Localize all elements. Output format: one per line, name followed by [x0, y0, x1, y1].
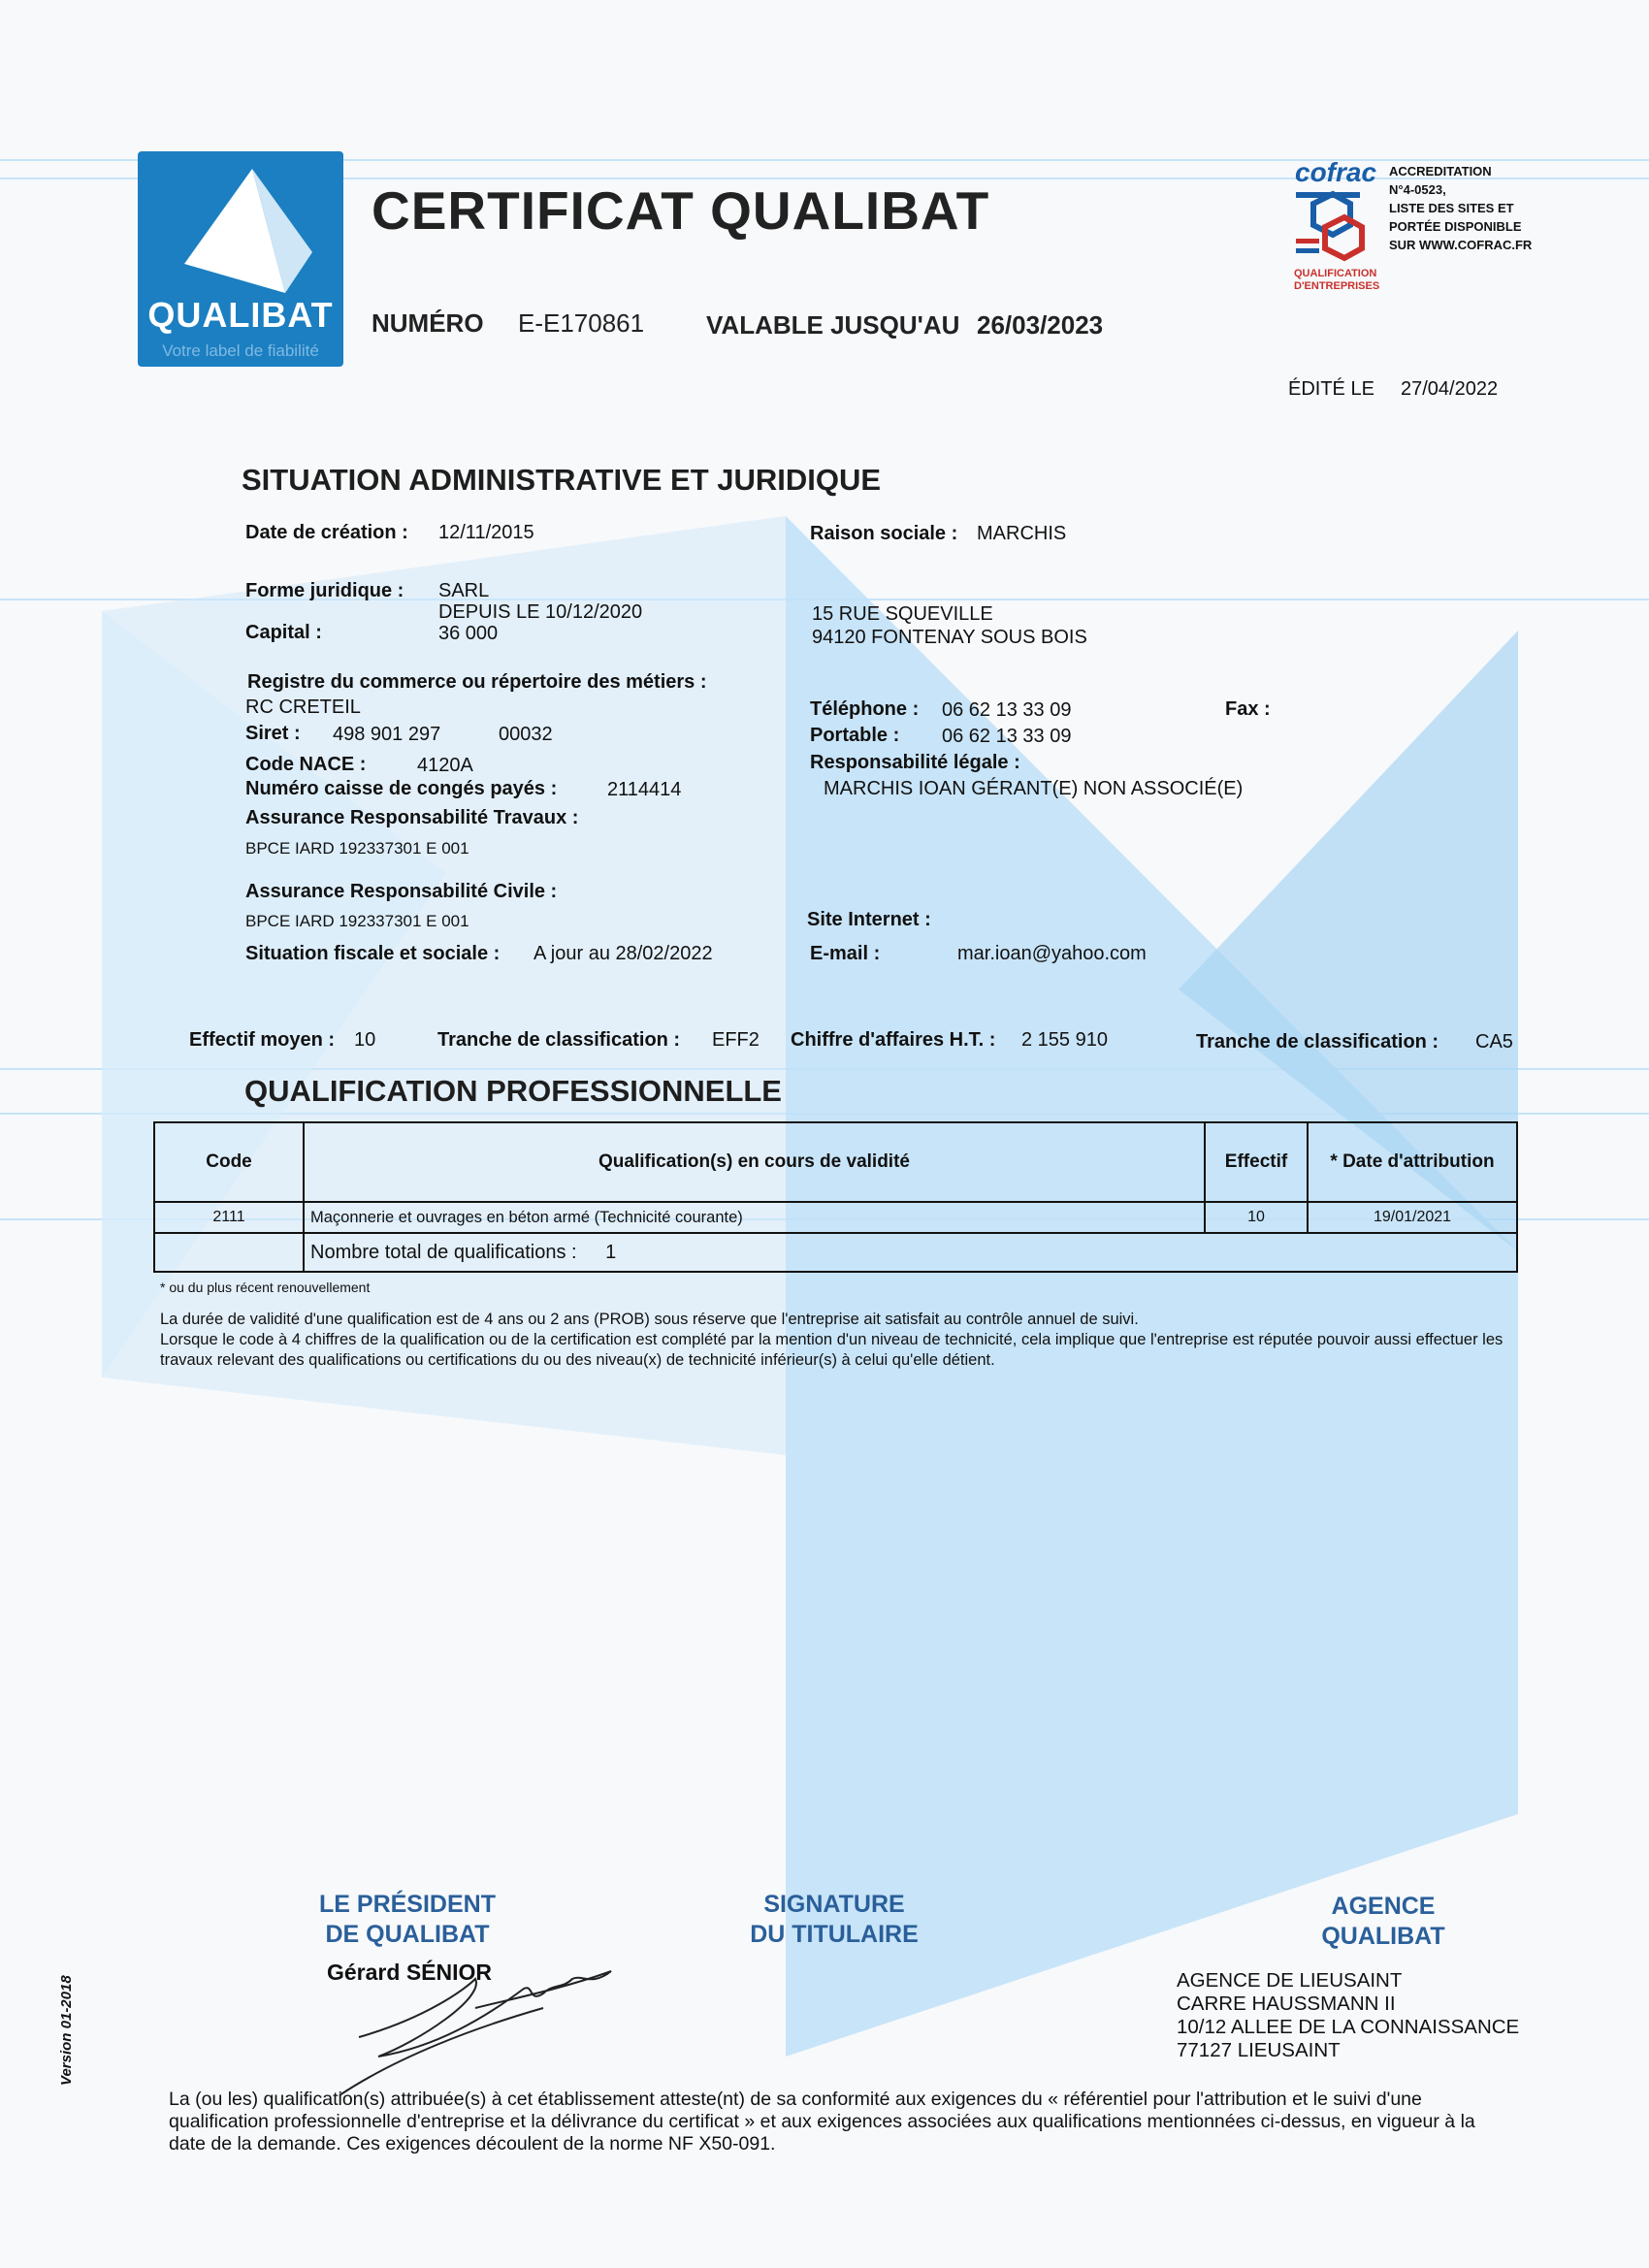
president-heading-line: DE QUALIBAT	[325, 1921, 490, 1948]
table-header-row	[154, 1122, 1517, 1202]
portable-value: 06 62 13 33 09	[942, 726, 1072, 747]
fiscale-value: A jour au 28/02/2022	[534, 943, 713, 964]
assur-travaux-value: BPCE IARD 192337301 E 001	[245, 839, 469, 858]
total-cell	[304, 1233, 1517, 1272]
footer-text: La (ou les) qualification(s) attribuée(s) à cet établissement atteste(nt) de sa conformité aux exigences du « référentiel pour l'attribution et le suivi d'une qualification professionnelle d'entreprise et la délivrance du certificat » et aux exigences associées aux qualifications mentionnées ci-dessus, en vigueur à la date de la demande. Ces exigences découlent de la norme NF X50-091.	[169, 2089, 1475, 2155]
siret-value: 498 901 297	[333, 724, 441, 745]
nace-value: 4120A	[417, 755, 473, 776]
forme-depuis: DEPUIS LE 10/12/2020	[438, 601, 643, 623]
assur-civile-value: BPCE IARD 192337301 E 001	[245, 912, 469, 930]
agence-heading-line: QUALIBAT	[1321, 1923, 1445, 1950]
resp-label: Responsabilité légale :	[810, 752, 1020, 773]
raison-label: Raison sociale :	[810, 523, 958, 544]
tranche-ca-value: CA5	[1475, 1031, 1513, 1053]
qualification-table	[153, 1121, 1518, 1273]
qualibat-logo	[138, 151, 343, 367]
valable-label: VALABLE JUSQU'AU	[706, 310, 960, 340]
cofrac-logo: cofrac	[1295, 157, 1377, 187]
cofrac-emblem-icon	[1294, 190, 1368, 266]
total-value: 1	[605, 1241, 617, 1263]
numero-value: E-E170861	[518, 308, 645, 338]
fax-label: Fax :	[1225, 698, 1271, 720]
agence-heading-line: AGENCE	[1331, 1893, 1436, 1920]
numero-label: NUMÉRO	[372, 308, 484, 338]
portable-label: Portable :	[810, 725, 900, 746]
conges-label: Numéro caisse de congés payés :	[245, 778, 558, 799]
logo-wordmark: QUALIBAT	[147, 295, 334, 335]
siret-label: Siret :	[245, 723, 301, 744]
site-label: Site Internet :	[807, 909, 931, 930]
note-2: Lorsque le code à 4 chiffres de la qualification ou de la certification est complété par la mention d'un niveau de technicité, cela implique que l'entreprise est réputée pouvoir aussi effectuer les travaux relevant des qualifications ou certifications du ou des niveau(x) de technicité inférieur(s) à celui qu'elle détient.	[160, 1331, 1504, 1369]
agence-address	[1177, 1969, 1519, 2062]
forme-value: SARL	[438, 580, 490, 601]
footnote: * ou du plus récent renouvellement	[160, 1280, 371, 1295]
resp-value: MARCHIS IOAN GÉRANT(E) NON ASSOCIÉ(E)	[824, 778, 1244, 799]
row-date: 19/01/2021	[1308, 1202, 1517, 1233]
validity-notes	[160, 1310, 1518, 1371]
col-effectif-header: Effectif	[1205, 1122, 1308, 1202]
siret-suffix: 00032	[499, 724, 553, 745]
registre-label: Registre du commerce ou répertoire des métiers :	[247, 671, 707, 693]
col-qualif-header: Qualification(s) en cours de validité	[304, 1122, 1205, 1202]
accreditation-line: SUR WWW.COFRAC.FR	[1389, 238, 1533, 252]
row-code: 2111	[154, 1202, 304, 1233]
accreditation-text	[1389, 162, 1564, 254]
certificate-title: CERTIFICAT QUALIBAT	[372, 180, 990, 241]
raison-value: MARCHIS	[977, 523, 1067, 544]
total-empty-cell	[154, 1233, 304, 1272]
effectif-label: Effectif moyen :	[189, 1029, 336, 1051]
effectif-value: 10	[354, 1029, 376, 1051]
col-code-header: Code	[154, 1122, 304, 1202]
date-creation-value: 12/11/2015	[438, 522, 534, 543]
fiscale-label: Situation fiscale et sociale :	[245, 943, 501, 964]
tranche-ca-label: Tranche de classification :	[1196, 1031, 1439, 1053]
pyramid-icon	[167, 169, 314, 293]
capital-label: Capital :	[245, 622, 322, 643]
agence-heading	[1267, 1892, 1500, 1952]
tel-value: 06 62 13 33 09	[942, 699, 1072, 721]
cofrac-caption: QUALIFICATION D'ENTREPRISES	[1294, 268, 1380, 292]
president-name: Gérard SÉNIOR	[327, 1960, 492, 1985]
email-label: E-mail :	[810, 943, 881, 964]
agence-address-line: CARRE HAUSSMANN II	[1177, 1993, 1396, 2015]
note-1: La durée de validité d'une qualification est de 4 ans ou 2 ans (PROB) sous réserve que l'entreprise ait satisfait au contrôle annuel de suivi.	[160, 1311, 1139, 1328]
tranche-eff-value: EFF2	[712, 1029, 760, 1051]
agence-address-line: AGENCE DE LIEUSAINT	[1177, 1969, 1403, 1992]
nace-label: Code NACE :	[245, 754, 367, 775]
date-creation-label: Date de création :	[245, 522, 408, 543]
valable-value: 26/03/2023	[977, 310, 1104, 340]
accreditation-line: LISTE DES SITES ET	[1389, 201, 1514, 215]
titulaire-heading-line: SIGNATURE	[763, 1891, 905, 1918]
adresse-line-1: 15 RUE SQUEVILLE	[812, 603, 993, 625]
president-heading-line: LE PRÉSIDENT	[319, 1891, 496, 1918]
logo-tagline: Votre label de fiabilité	[162, 341, 319, 360]
email-value: mar.ioan@yahoo.com	[957, 943, 1147, 964]
ca-value: 2 155 910	[1021, 1029, 1108, 1051]
col-date-header: * Date d'attribution	[1308, 1122, 1517, 1202]
assur-travaux-label: Assurance Responsabilité Travaux :	[245, 807, 579, 828]
ca-label: Chiffre d'affaires H.T. :	[791, 1029, 996, 1051]
edite-label: ÉDITÉ LE	[1288, 378, 1374, 400]
tel-label: Téléphone :	[810, 698, 920, 720]
tranche-eff-label: Tranche de classification :	[437, 1029, 681, 1051]
registre-value: RC CRETEIL	[245, 697, 361, 718]
titulaire-heading	[718, 1890, 951, 1950]
capital-value: 36 000	[438, 623, 499, 644]
row-qualif: Maçonnerie et ouvrages en béton armé (Technicité courante)	[304, 1202, 1205, 1233]
edite-value: 27/04/2022	[1401, 378, 1499, 400]
adresse-line-2: 94120 FONTENAY SOUS BOIS	[812, 627, 1087, 648]
version-label: Version 01-2018	[58, 1975, 75, 2086]
president-signature	[320, 1950, 630, 2105]
qualif-section-title: QUALIFICATION PROFESSIONNELLE	[244, 1074, 782, 1108]
conges-value: 2114414	[607, 779, 682, 800]
assur-civile-label: Assurance Responsabilité Civile :	[245, 881, 558, 902]
agence-address-line: 10/12 ALLEE DE LA CONNAISSANCE	[1177, 2016, 1520, 2038]
president-heading	[291, 1890, 524, 1950]
titulaire-heading-line: DU TITULAIRE	[750, 1921, 919, 1948]
total-label: Nombre total de qualifications :	[310, 1241, 577, 1263]
row-effectif: 10	[1205, 1202, 1308, 1233]
accreditation-line: PORTÉE DISPONIBLE	[1389, 219, 1522, 234]
agence-address-line: 77127 LIEUSAINT	[1177, 2039, 1341, 2061]
table-total-row	[154, 1233, 1517, 1272]
forme-label: Forme juridique :	[245, 580, 404, 601]
table-row	[154, 1202, 1517, 1233]
admin-section-title: SITUATION ADMINISTRATIVE ET JURIDIQUE	[242, 463, 882, 497]
accreditation-line: ACCREDITATION	[1389, 164, 1492, 178]
accreditation-line: N°4-0523,	[1389, 182, 1446, 197]
